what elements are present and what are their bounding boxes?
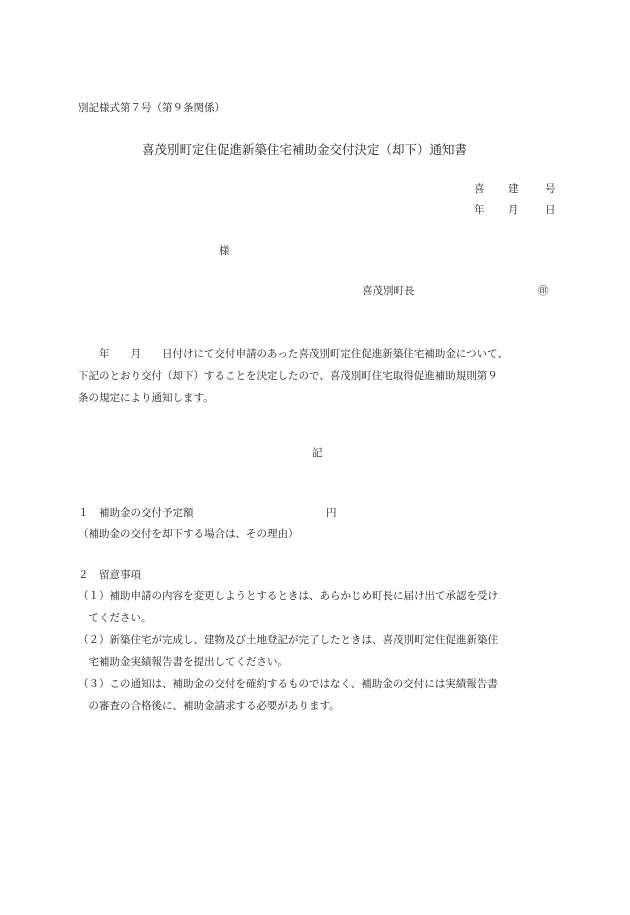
note-item-cont: の審査の合格後に、補助金請求する必要があります。 bbox=[78, 700, 340, 712]
form-label: 別記様式第７号（第９条関係） bbox=[78, 102, 225, 114]
body-line: 年 月 日付けにて交付申請のあった喜茂別町定住促進新築住宅補助金について、 bbox=[78, 348, 508, 360]
doc-number-prefix: 喜 bbox=[474, 183, 485, 195]
yen-unit: 円 bbox=[326, 507, 337, 519]
notes-list bbox=[78, 585, 578, 717]
doc-number-suffix: 号 bbox=[545, 183, 556, 195]
body-line: 条の規定により通知します。 bbox=[78, 392, 214, 404]
section1-note: （補助金の交付を却下する場合は、その理由） bbox=[78, 528, 299, 540]
seal-mark: ㊞ bbox=[538, 285, 549, 297]
ki-heading: 記 bbox=[312, 447, 323, 459]
document-title: 喜茂別町定住促進新築住宅補助金交付決定（却下）通知書 bbox=[142, 142, 468, 157]
body-line: 下記のとおり交付（却下）することを決定したので、喜茂別町住宅取得促進補助規則第９ bbox=[78, 370, 498, 382]
section1-heading: １ 補助金の交付予定額 bbox=[78, 507, 194, 519]
addressee-suffix: 様 bbox=[219, 245, 230, 257]
date-month: 月 bbox=[508, 204, 519, 216]
issuer-name: 喜茂別町長 bbox=[362, 285, 415, 297]
section2-heading: ２ 留意事項 bbox=[78, 569, 141, 581]
date-day: 日 bbox=[545, 204, 556, 216]
body-paragraph bbox=[78, 343, 578, 409]
note-item-cont: てください。 bbox=[78, 612, 152, 624]
note-item: （３）この通知は、補助金の交付を確約するものではなく、補助金の交付には実績報告書 bbox=[78, 678, 498, 690]
doc-number-category: 建 bbox=[508, 183, 519, 195]
note-item: （２）新築住宅が完成し、建物及び土地登記が完了したときは、喜茂別町定住促進新築住 bbox=[78, 634, 498, 646]
note-item-cont: 宅補助金実績報告書を提出してください。 bbox=[78, 656, 288, 668]
note-item: （１）補助申請の内容を変更しようとするときは、あらかじめ町長に届け出て承認を受け bbox=[78, 590, 498, 602]
date-year: 年 bbox=[474, 204, 485, 216]
